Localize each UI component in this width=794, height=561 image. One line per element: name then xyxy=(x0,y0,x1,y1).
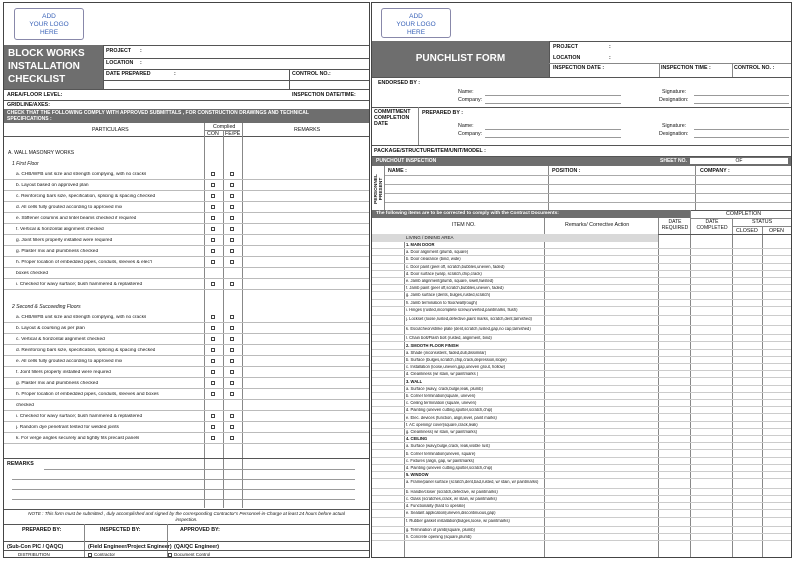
punchlist-item-row xyxy=(372,415,791,422)
punchlist-item-row xyxy=(372,316,791,326)
prepared-signature-label: Signature: xyxy=(662,123,687,129)
con-checkbox[interactable] xyxy=(211,425,215,429)
checklist-item-row xyxy=(4,257,369,268)
first-floor-items xyxy=(4,169,369,291)
con-checkbox[interactable] xyxy=(211,172,215,176)
date-required-header: DATE REQUIRED xyxy=(661,219,689,231)
punchlist-item-text: c. Ceiling termination (square, uneven) xyxy=(406,401,477,406)
inspected-by-label: INSPECTED BY: xyxy=(100,527,141,533)
con-checkbox[interactable] xyxy=(211,381,215,385)
closed-header: CLOSED xyxy=(736,228,758,234)
punchlist-item-row xyxy=(372,335,791,342)
punchlist-item-text: j. Lockset (loose,rusted,defective,paint marks, scratch,dent,tarnished) xyxy=(406,317,532,322)
checklist-item-row xyxy=(4,169,369,180)
distribution-label: DISTRIBUTION xyxy=(18,552,50,557)
area-heading: LIVING / DINING AREA xyxy=(372,234,544,242)
project-label: PROJECT xyxy=(553,44,579,50)
checklist-item-text: g. Joint fillers properly installed were required xyxy=(16,238,113,243)
fepe-checkbox[interactable] xyxy=(230,282,234,286)
punchlist-item-text: 3. WALL xyxy=(406,379,423,384)
punchlist-item-row xyxy=(372,534,791,541)
checklist-item-row xyxy=(4,191,369,202)
control-no-label: CONTROL NO. : xyxy=(734,65,775,71)
logo-placeholder xyxy=(14,8,84,40)
punchlist-item-row xyxy=(372,357,791,364)
fepe-checkbox[interactable] xyxy=(230,337,234,341)
date-completed-header: DATE COMPLETED xyxy=(696,219,728,231)
contractor-checkbox[interactable] xyxy=(88,553,92,557)
title-line: BLOCK WORKS xyxy=(8,48,85,59)
prepared-by-label: PREPARED BY: xyxy=(22,527,62,533)
checklist-item-text: b. Layout & coursing as per plan xyxy=(16,326,85,331)
checklist-item-text: d. All cells fully grouted according to approved mix xyxy=(16,205,123,210)
colon: : xyxy=(609,55,611,61)
endorsed-signature-label: Signature: xyxy=(662,89,687,95)
checklist-item-row xyxy=(4,246,369,257)
checklist-item-text: checked xyxy=(16,403,34,408)
company-column-label: COMPANY : xyxy=(700,168,730,174)
logo-placeholder xyxy=(381,8,451,38)
punchlist-item-text: d. Functionality (hard to operate) xyxy=(406,504,466,509)
checklist-item-row xyxy=(4,268,369,279)
status-header: STATUS xyxy=(752,219,773,225)
punchlist-form xyxy=(371,2,792,558)
punchlist-item-row xyxy=(372,451,791,458)
endorsed-designation-label: Designation: xyxy=(659,97,689,103)
section-a-heading: A. WALL MASONRY WORKS xyxy=(8,150,75,156)
punchout-inspection-bar xyxy=(372,157,791,166)
commit-line: COMMITMENT xyxy=(374,109,411,115)
prepared-company-label: Company: xyxy=(458,131,483,137)
punchlist-group-row xyxy=(372,472,791,479)
punchlist-item-text: 5. WINDOW xyxy=(406,473,429,478)
checklist-item-text: e. Stiffener columns and lintel beams checked if required xyxy=(16,216,137,221)
con-checkbox[interactable] xyxy=(211,249,215,253)
con-checkbox[interactable] xyxy=(211,183,215,187)
fepe-checkbox[interactable] xyxy=(230,194,234,198)
checklist-item-text: h. Proper location of embedded pipes, conduits, sleeves and boxes xyxy=(16,392,159,397)
checklist-item-text: d. Reinforcing bars size, specification, splicing & spacing checked xyxy=(16,348,156,353)
personnel-present-label xyxy=(372,166,385,210)
checklist-item-row xyxy=(4,433,369,444)
note-line: inspection. xyxy=(175,516,198,522)
checklist-item-row xyxy=(4,334,369,345)
con-checkbox[interactable] xyxy=(211,326,215,330)
logo-line: HERE xyxy=(406,29,426,36)
con-checkbox[interactable] xyxy=(211,315,215,319)
checklist-item-row xyxy=(4,224,369,235)
punchlist-item-text: a. Frame/panel surface (scratch,dent,bad,rusted, w/ stain, w/ paintmarks) xyxy=(406,480,539,485)
checklist-item-row xyxy=(4,235,369,246)
open-header: OPEN xyxy=(769,228,785,234)
punchlist-item-text: 1. MAIN DOOR xyxy=(406,243,435,247)
checklist-item-text: i. Checked for wavy surface; bush hammered & replastered xyxy=(16,414,143,419)
con-checkbox[interactable] xyxy=(211,337,215,341)
punchlist-item-text: h. Jamb termination to floor/wall(rough) xyxy=(406,300,477,305)
punchlist-item-text: k. Escutcheon/strike plate (dent,scratch,rusted,gap,no cap,tarnished) xyxy=(406,326,531,331)
punchlist-item-row xyxy=(372,393,791,400)
punchlist-item-row xyxy=(372,496,791,503)
con-checkbox[interactable] xyxy=(211,205,215,209)
commit-line: DATE xyxy=(374,121,389,127)
fepe-checkbox[interactable] xyxy=(230,238,234,242)
checklist-item-text: k. For verge angles securely and tightly fits precast panels xyxy=(16,436,140,441)
personnel-present-text: PERSONNEL PRESENT xyxy=(374,174,384,204)
punchlist-item-text: b. Corner termination(uneven, square) xyxy=(406,451,476,456)
punchlist-item-row xyxy=(372,489,791,496)
area-floor-label: AREA/FLOOR LEVEL: xyxy=(7,92,63,98)
title-line: INSTALLATION xyxy=(8,61,80,72)
logo-line: ADD xyxy=(42,13,56,20)
punchlist-item-row xyxy=(372,407,791,414)
project-label: PROJECT xyxy=(106,48,132,54)
fepe-checkbox[interactable] xyxy=(230,436,234,440)
checklist-item-row xyxy=(4,400,369,411)
checklist-item-row xyxy=(4,378,369,389)
position-column-label: POSITION : xyxy=(552,168,581,174)
endorsed-name-label: Name: xyxy=(458,89,474,95)
fepe-checkbox[interactable] xyxy=(230,227,234,231)
first-floor-heading: 1 First Floor xyxy=(12,161,39,167)
punchlist-item-text: a. Surface (wavy,bulge,crack, leak,visible rust) xyxy=(406,444,490,449)
checklist-item-row xyxy=(4,202,369,213)
punchlist-group-row xyxy=(372,242,791,249)
punchlist-item-row xyxy=(372,518,791,528)
punchlist-group-row xyxy=(372,436,791,443)
punchlist-item-text: d. Painting (uneven cutting,spotter,scratch,chip) xyxy=(406,465,493,470)
control-no-label: CONTROL NO.: xyxy=(292,71,331,77)
punchlist-item-row xyxy=(372,458,791,465)
colon: : xyxy=(140,60,142,66)
checklist-item-text: boxes checked xyxy=(16,271,48,276)
package-label: PACKAGE/STRUCTURE/ITEM/UNIT/MODEL : xyxy=(374,148,486,154)
punchlist-item-row xyxy=(372,278,791,285)
fepe-header: FE/PE xyxy=(225,131,241,137)
punchlist-item-text: c. Fixtures (align, gap, w/ paintmarks) xyxy=(406,458,475,463)
particulars-header: PARTICULARS xyxy=(92,127,129,133)
logo-line: YOUR LOGO xyxy=(29,21,69,28)
second-floor-heading: 2 Second & Succeeding Floors xyxy=(12,304,81,310)
prepared-name-label: Name: xyxy=(458,123,474,129)
con-checkbox[interactable] xyxy=(211,260,215,264)
punchlist-title: PUNCHLIST FORM xyxy=(372,41,549,77)
fepe-checkbox[interactable] xyxy=(230,392,234,396)
punchlist-item-row xyxy=(372,510,791,517)
punchlist-item-text: g. Termination of jamb(square, plumb) xyxy=(406,528,475,533)
fepe-checkbox[interactable] xyxy=(230,249,234,253)
second-floor-items xyxy=(4,312,369,447)
sheet-no-label: SHEET NO. xyxy=(660,158,687,164)
con-checkbox[interactable] xyxy=(211,216,215,220)
punchlist-item-text: f. Rubber gasket installation(bulges,loose, w/ paintmarks) xyxy=(406,518,510,523)
doc-control-label: Document Control xyxy=(174,552,211,557)
punchlist-item-row xyxy=(372,300,791,307)
punchlist-item-text: e. Elec. devices (function, align,level, paint marks) xyxy=(406,415,497,420)
checklist-item-text: c. Reinforcing bars size, specification, splicing & spacing checked xyxy=(16,194,156,199)
qaqc-sign-role: (QA/QC Engineer) xyxy=(174,544,220,550)
prepared-designation-label: Designation: xyxy=(659,131,689,137)
checklist-item-text: c. Vertical & horizontal alignment checked xyxy=(16,337,105,342)
sheet-box[interactable]: OF xyxy=(690,158,788,164)
doc-control-checkbox[interactable] xyxy=(168,553,172,557)
punchlist-item-row xyxy=(372,371,791,378)
con-checkbox[interactable] xyxy=(211,348,215,352)
title-line: CHECKLIST xyxy=(8,74,66,85)
complied-header: Complied xyxy=(213,124,236,130)
fepe-checkbox[interactable] xyxy=(230,425,234,429)
punchlist-item-text: g. Cleanliness( w/ stain, w/ paintmarks) xyxy=(406,429,477,434)
fepe-checkbox[interactable] xyxy=(230,183,234,187)
check-line: SPECIFICATIONS : xyxy=(7,116,52,122)
con-checkbox[interactable] xyxy=(211,194,215,198)
con-checkbox[interactable] xyxy=(211,370,215,374)
punchlist-item-text: 2. SMOOTH FLOOR FINISH xyxy=(406,343,459,348)
punchlist-item-row xyxy=(372,256,791,263)
checklist-item-row xyxy=(4,213,369,224)
punchlist-item-row xyxy=(372,503,791,510)
punchlist-item-row xyxy=(372,422,791,429)
fepe-checkbox[interactable] xyxy=(230,359,234,363)
endorsed-company-label: Company: xyxy=(458,97,483,103)
punchlist-item-row xyxy=(372,271,791,278)
checklist-title xyxy=(4,45,103,89)
checklist-item-text: g. Plaster mix and plumbness checked xyxy=(16,381,99,386)
punchlist-item-text: b. Door clearance (bind, wide) xyxy=(406,257,461,262)
checklist-item-row xyxy=(4,422,369,433)
logo-line: YOUR LOGO xyxy=(396,21,436,28)
fepe-checkbox[interactable] xyxy=(230,348,234,352)
checklist-item-text: g. Plaster mix and plumbness checked xyxy=(16,249,99,254)
punchlist-item-row xyxy=(372,364,791,371)
logo-line: ADD xyxy=(409,13,423,20)
punchlist-item-row xyxy=(372,429,791,436)
con-checkbox[interactable] xyxy=(211,238,215,242)
checklist-item-row xyxy=(4,411,369,422)
insp-datetime-label: INSPECTION DATE/TIME: xyxy=(292,92,356,98)
punchlist-item-row xyxy=(372,264,791,271)
field-engineer-sign-role: (Field Engineer/Project Engineer) xyxy=(88,544,172,550)
inspection-date-label: INSPECTION DATE : xyxy=(553,65,605,71)
checklist-item-text: f. Vertical & horizontal alignment checked xyxy=(16,227,104,232)
punchlist-item-text: c. Glass (scratches,crack, w/ stain, w/ paintmarks) xyxy=(406,497,497,501)
con-checkbox[interactable] xyxy=(211,282,215,286)
commit-line: COMPLETION xyxy=(374,115,410,121)
colon: : xyxy=(609,44,611,50)
con-checkbox[interactable] xyxy=(211,414,215,418)
checklist-item-row xyxy=(4,180,369,191)
punchlist-rows xyxy=(372,242,791,558)
punchlist-item-row xyxy=(372,326,791,336)
subcon-sign-role: (Sub-Con PIC / QAQC) xyxy=(7,544,64,550)
con-checkbox[interactable] xyxy=(211,227,215,231)
punchlist-item-row xyxy=(372,292,791,299)
punchlist-item-text: a. Shade (inconsistent, faded,dull,dissimilar) xyxy=(406,350,487,355)
check-instruction-bar xyxy=(4,109,369,123)
checklist-item-row xyxy=(4,323,369,334)
con-checkbox[interactable] xyxy=(211,436,215,440)
checklist-item-text: b. Layout based on approved plan xyxy=(16,183,89,188)
fepe-checkbox[interactable] xyxy=(230,260,234,264)
name-column-label: NAME : xyxy=(388,168,407,174)
fepe-checkbox[interactable] xyxy=(230,216,234,220)
commitment-date-label xyxy=(374,109,410,127)
punchlist-item-text: c. Door paint (peel off, scratch,bubbles,uneven, faded) xyxy=(406,264,505,269)
checklist-item-row xyxy=(4,367,369,378)
punchlist-item-row xyxy=(372,527,791,534)
punchlist-item-text: b. Handle/closer (scratch,defective, w/ paintmarks) xyxy=(406,489,498,494)
fepe-checkbox[interactable] xyxy=(230,414,234,418)
punchlist-item-text: e. Jamb alignment(plumb, square, swell,twisted) xyxy=(406,279,494,283)
approved-by-label: APPROVED BY: xyxy=(180,527,220,533)
colon: : xyxy=(174,71,176,77)
gridline-label: GRIDLINE/AXES: xyxy=(7,102,50,108)
check-line: CHECK THAT THE FOLLOWING COMPLY WITH APPROVED SUBMITTALS , FOR CONSTRUCTION DRAWINGS AND TECHNICAL xyxy=(7,110,309,116)
punchlist-item-text: e. Sealant application(uneven,discontinuous,gap) xyxy=(406,511,496,516)
checklist-item-row xyxy=(4,312,369,323)
checklist-item-text: f. Joint fillers properly installed were required xyxy=(16,370,111,375)
punchlist-item-text: 4. CEILING xyxy=(406,437,428,442)
punchlist-item-text: f. AC opening/ cover(square,crack,leak) xyxy=(406,422,478,427)
punchlist-item-text: a. Surface (wavy, crack,bulge,leak, plumb) xyxy=(406,386,483,391)
note-line: NOTE : This form must be submitted , duly accomplished and signed by the corresponding Contractor's Personnel-in-Charge at least 24 hours before actual xyxy=(28,511,345,516)
date-prepared-label: DATE PREPARED xyxy=(106,71,151,77)
punchlist-item-text: h. Concrete opening (square,plumb) xyxy=(406,535,472,540)
con-checkbox[interactable] xyxy=(211,359,215,363)
submission-note xyxy=(4,511,369,522)
prepared-by-label: PREPARED BY : xyxy=(422,110,464,116)
checklist-item-text: a. CHB/WFB unit size and strength complying, with no cracks xyxy=(16,172,147,177)
checklist-item-text: i. Checked for wavy surface; bush hammered & replastered xyxy=(16,282,143,287)
logo-line: HERE xyxy=(39,29,59,36)
punchlist-item-text: d. Painting (uneven cutting,spotter,scratch,chip) xyxy=(406,408,493,413)
fepe-checkbox[interactable] xyxy=(230,381,234,385)
punchlist-item-row xyxy=(372,400,791,407)
location-label: LOCATION xyxy=(106,60,134,66)
checklist-item-row xyxy=(4,345,369,356)
endorsed-by-label: ENDORSED BY : xyxy=(378,80,420,86)
items-instruction-bar: The following items are to be corrected to comply with the Contract Documents: xyxy=(372,210,690,218)
punchlist-item-row xyxy=(372,465,791,472)
remarks-header: REMARKS xyxy=(294,127,321,133)
punchlist-item-text: f. Jamb paint (peel off,scratch,bubbles,uneven, faded) xyxy=(406,286,504,291)
punchlist-group-row xyxy=(372,379,791,386)
punchlist-item-text: a. Door alignment (plumb, square) xyxy=(406,250,469,255)
punchlist-group-row xyxy=(372,343,791,350)
punchlist-item-row xyxy=(372,307,791,317)
punchlist-item-text: b. Surface (bulges,scratch,chip,crack,depression,slope) xyxy=(406,357,507,362)
punchlist-item-row xyxy=(372,386,791,393)
remarks-corrective-header: Remarks/ Corrective Action xyxy=(565,222,630,228)
remarks-label: REMARKS xyxy=(7,461,34,467)
punchlist-item-text: d. Cleanliness (w/ stain, w/ paintmarks ) xyxy=(406,372,479,377)
checklist-item-row xyxy=(4,356,369,367)
fepe-checkbox[interactable] xyxy=(230,205,234,209)
location-label: LOCATION xyxy=(553,55,581,61)
fepe-checkbox[interactable] xyxy=(230,172,234,176)
checklist-item-text: j. Random dye penetrant tested for welded joints xyxy=(16,425,119,430)
punchlist-item-text: g. Jamb surface (dents, bulges,rusted,scratch) xyxy=(406,293,491,298)
checklist-item-row xyxy=(4,279,369,290)
punchlist-item-text: d. Door surface (warp, scratch,chip,crack) xyxy=(406,271,482,276)
inspection-time-label: INSPECTION TIME : xyxy=(661,65,711,71)
punchlist-item-row xyxy=(372,350,791,357)
checklist-item-text: e. All cells fully grouted according to approved mix xyxy=(16,359,123,364)
colon: : xyxy=(140,48,142,54)
punchlist-item-text: i. Hinges (rusted,incomplete screw,inverted,paintmarks, flush) xyxy=(406,307,518,312)
con-header: CON xyxy=(207,131,219,137)
punchlist-item-text: l. Chain bolt/Flash bolt (rusted, alignment, bind) xyxy=(406,336,492,341)
punchout-label: PUNCHOUT INSPECTION xyxy=(376,158,437,164)
fepe-checkbox[interactable] xyxy=(230,326,234,330)
punchlist-item-row xyxy=(372,249,791,256)
fepe-checkbox[interactable] xyxy=(230,315,234,319)
block-works-checklist xyxy=(3,2,370,558)
fepe-checkbox[interactable] xyxy=(230,370,234,374)
punchlist-item-text: c. Installation (loose,uneven,gap,uneven grout, hollow) xyxy=(406,365,505,370)
punchlist-item-row xyxy=(372,285,791,292)
punchlist-item-row xyxy=(372,443,791,450)
contractor-label: Contractor xyxy=(94,552,116,557)
punchlist-item-row xyxy=(372,479,791,489)
checklist-item-text: a. CHB/WFB unit size and strength complying, with no cracks xyxy=(16,315,147,320)
checklist-item-text: h. Proper location of embedded pipes, conduits, sleeves & elec'l xyxy=(16,260,152,265)
completion-header: COMPLETION xyxy=(726,211,762,217)
checklist-item-row xyxy=(4,389,369,400)
con-checkbox[interactable] xyxy=(211,392,215,396)
punchlist-item-text: b. Corner termination(square, uneven) xyxy=(406,393,476,398)
item-no-header: ITEM NO. xyxy=(452,222,476,228)
